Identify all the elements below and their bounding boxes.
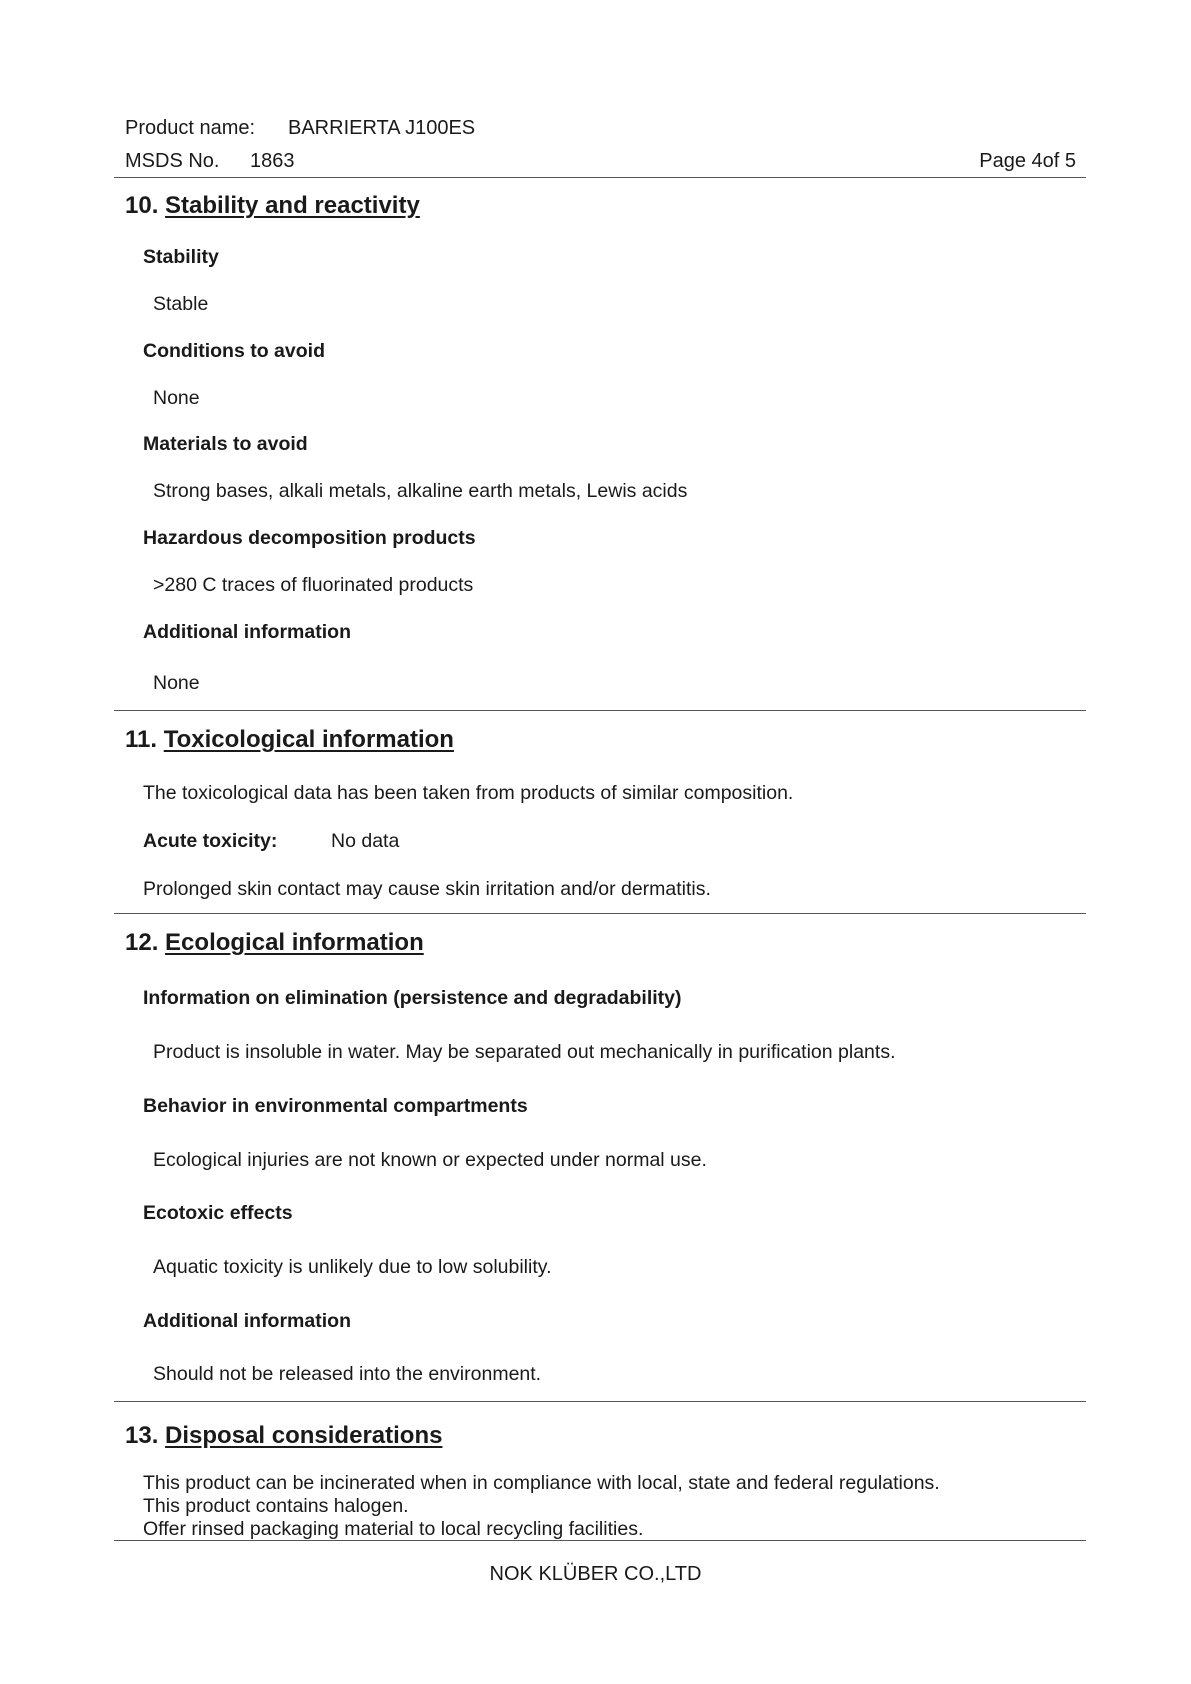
section-11-heading (125, 726, 454, 754)
materials-to-avoid-value: Strong bases, alkali metals, alkaline earth metals, Lewis acids (153, 480, 688, 502)
decomposition-label: Hazardous decomposition products (143, 527, 476, 549)
section-12-divider (114, 1401, 1086, 1402)
section-13-title: Disposal considerations (165, 1422, 443, 1449)
product-name-value: BARRIERTA J100ES (288, 117, 476, 139)
ecotoxic-label: Ecotoxic effects (143, 1202, 293, 1224)
stability-value: Stable (153, 293, 209, 315)
skin-contact-note: Prolonged skin contact may cause skin irritation and/or dermatitis. (143, 878, 711, 900)
decomposition-value: >280 C traces of fluorinated products (153, 574, 474, 596)
page-number: Page 4of 5 (979, 150, 1076, 172)
section-10-additional-value: None (153, 672, 200, 694)
msds-number-label: MSDS No. (125, 150, 220, 172)
section-11-divider (114, 913, 1086, 914)
section-10-title: Stability and reactivity (165, 192, 420, 219)
header-divider (114, 177, 1086, 178)
acute-toxicity-label: Acute toxicity: (143, 830, 278, 852)
section-12-title: Ecological information (165, 929, 424, 956)
product-name-label: Product name: (125, 117, 256, 139)
materials-to-avoid-label: Materials to avoid (143, 433, 308, 455)
disposal-line-1: This product can be incinerated when in compliance with local, state and federal regulations. (143, 1472, 940, 1494)
behavior-label: Behavior in environmental compartments (143, 1095, 528, 1117)
disposal-line-3: Offer rinsed packaging material to local recycling facilities. (143, 1518, 644, 1540)
elimination-value: Product is insoluble in water. May be separated out mechanically in purification plants. (153, 1041, 896, 1063)
toxicology-intro: The toxicological data has been taken from products of similar composition. (143, 782, 794, 804)
acute-toxicity-value: No data (331, 830, 400, 852)
section-12-additional-label: Additional information (143, 1310, 351, 1332)
section-10-additional-label: Additional information (143, 621, 351, 643)
section-12-heading (125, 929, 424, 957)
section-10-number: 10. (125, 192, 159, 219)
conditions-to-avoid-label: Conditions to avoid (143, 340, 325, 362)
section-10-divider (114, 710, 1086, 711)
conditions-to-avoid-value: None (153, 387, 200, 409)
footer-divider (114, 1540, 1086, 1541)
elimination-label: Information on elimination (persistence and degradability) (143, 987, 682, 1009)
msds-number-value: 1863 (250, 150, 295, 172)
section-12-additional-value: Should not be released into the environment. (153, 1363, 542, 1385)
section-11-number: 11. (125, 726, 158, 753)
disposal-line-2: This product contains halogen. (143, 1495, 409, 1517)
section-10-heading (125, 192, 420, 220)
stability-label: Stability (143, 246, 219, 268)
behavior-value: Ecological injuries are not known or expected under normal use. (153, 1149, 707, 1171)
section-13-heading (125, 1422, 442, 1450)
section-13-number: 13. (125, 1422, 159, 1449)
company-name: NOK KLÜBER CO.,LTD (489, 1563, 702, 1585)
section-12-number: 12. (125, 929, 159, 956)
section-11-title: Toxicological information (163, 726, 454, 753)
ecotoxic-value: Aquatic toxicity is unlikely due to low solubility. (153, 1256, 552, 1278)
